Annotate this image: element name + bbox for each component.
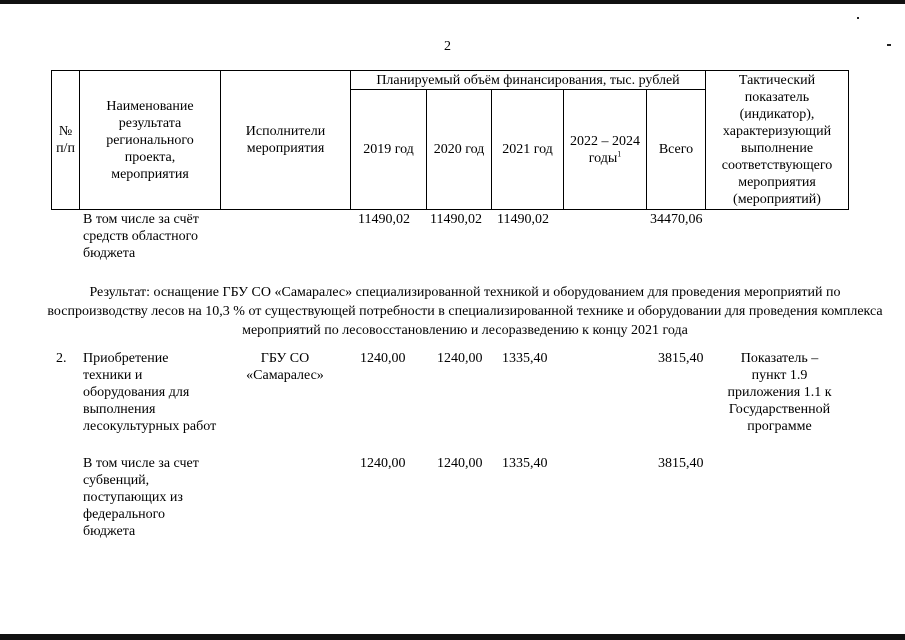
scan-top-border [0, 0, 905, 4]
value-total: 3815,40 [658, 351, 704, 366]
row-name: В том числе за счёт средств областного бюджета [83, 212, 199, 261]
value-2019: 1240,00 [360, 456, 406, 471]
value-total: 3815,40 [658, 456, 704, 471]
row-name: Приобретение техники и оборудования для выполнения лесокультурных работ [83, 351, 217, 434]
header-col-indicator: Тактический показатель (индикатор), характеризующий выполнение соответствующего мероприятия (мероприятий) [721, 73, 833, 207]
value-total: 34470,06 [650, 212, 703, 227]
value-2021: 1335,40 [502, 456, 548, 471]
page-number: 2 [444, 39, 451, 54]
value-2021: 11490,02 [497, 212, 549, 227]
value-2019: 11490,02 [358, 212, 410, 227]
value-2021: 1335,40 [502, 351, 548, 366]
header-year-2020: 2020 год [433, 142, 485, 157]
value-2020: 11490,02 [430, 212, 482, 227]
value-2020: 1240,00 [437, 351, 483, 366]
value-2019: 1240,00 [360, 351, 406, 366]
header-total: Всего [658, 142, 694, 157]
result-paragraph: Результат: оснащение ГБУ СО «Самаралес» специализированной техникой и оборудованием для проведения мероприятий по воспроизводству лесов на 10,3 % от существующей потребности в специализированной технике и оборудовании для проведения комплекса мероприятий по лесовосстановлению и лесоразведению к концу 2021 года [47, 285, 883, 338]
row-number: 2. [56, 351, 67, 366]
scan-speck [887, 44, 891, 46]
footnote-marker: 1 [617, 148, 622, 158]
header-col-financing: Планируемый объём финансирования, тыс. рублей [376, 72, 680, 88]
header-col-name: Наименование результата регионального проекта, мероприятия [106, 98, 194, 182]
scan-bottom-border [0, 634, 905, 640]
header-year-2022-2024: 2022 – 2024 годы$^1$ [570, 133, 640, 166]
row-indicator: Показатель – пункт 1.9 приложения 1.1 к Государственной программе [727, 351, 832, 434]
header-year-2021: 2021 год [502, 142, 553, 157]
row-executor: ГБУ СО «Самаралес» [246, 351, 324, 383]
row-name: В том числе за счет субвенций, поступающих из федерального бюджета [83, 456, 199, 539]
header-col-number: № п/п [56, 124, 75, 156]
scan-speck [857, 17, 859, 19]
header-year-2019: 2019 год [363, 142, 414, 157]
header-col-executor: Исполнители мероприятия [245, 124, 326, 156]
value-2020: 1240,00 [437, 456, 483, 471]
